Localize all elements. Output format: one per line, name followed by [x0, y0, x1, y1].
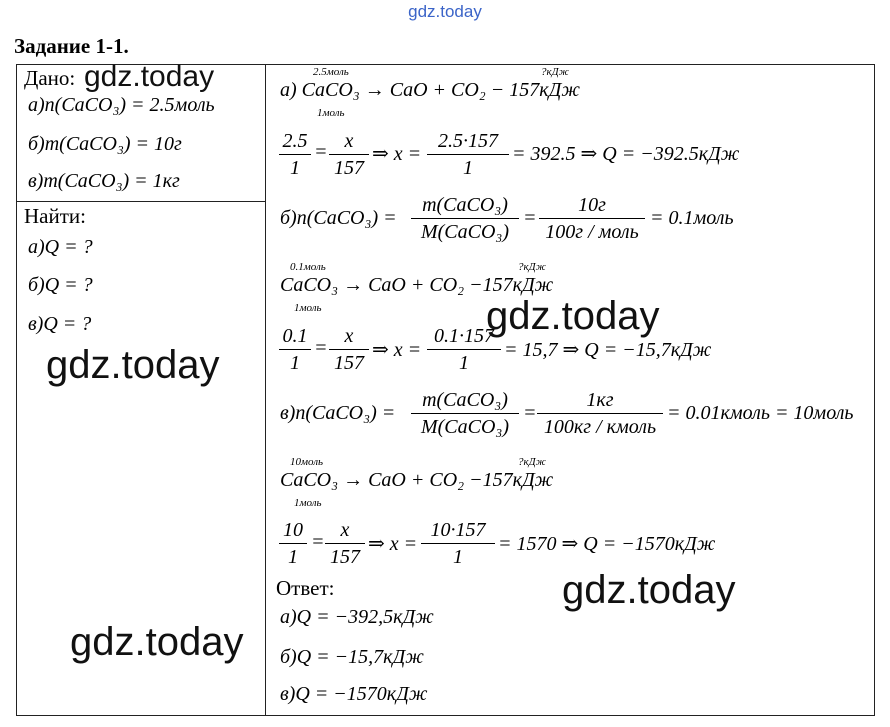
b-result-2: = 15,7 ⇒ Q = −15,7кДж	[504, 339, 712, 361]
b-f1-num: m(CaCO₃)	[422, 194, 508, 216]
c-fraction-2	[536, 387, 664, 440]
b-p1-den: 1	[290, 352, 300, 374]
answer-heading: Ответ:	[276, 576, 335, 600]
b-p3-num: 0.1·157	[434, 325, 494, 347]
a-below-left: 1моль	[317, 107, 345, 119]
c-p1-num: 10	[283, 519, 303, 541]
a-eq-1: =	[314, 141, 328, 163]
given-a: а)n(CaCO₃) = 2.5моль	[28, 94, 215, 116]
c-mid: ⇒ x =	[368, 533, 418, 555]
a-f2-den: 157	[334, 157, 364, 179]
a-fraction-3	[426, 128, 510, 181]
a-f3-den: 1	[463, 157, 473, 179]
a-f3-num: 2.5·157	[438, 130, 498, 152]
b-fraction-4	[328, 323, 370, 376]
c-above-left: 10моль	[290, 456, 324, 468]
find-c: в)Q = ?	[28, 313, 92, 335]
b-f1-den: M(CaCO₃)	[420, 221, 510, 243]
b-eq-1: =	[523, 207, 537, 229]
find-heading: Найти:	[24, 204, 86, 228]
c-f1-num: m(CaCO₃)	[422, 389, 508, 411]
a-above-right: ?кДж	[541, 66, 569, 78]
c-f1-den: M(CaCO₃)	[420, 416, 510, 438]
c-f2-den: 100кг / кмоль	[543, 416, 657, 438]
watermark-5: gdz.today	[70, 620, 244, 664]
c-p2-num: x	[340, 519, 350, 541]
c-result: = 0.01кмоль = 10моль	[667, 402, 854, 424]
b-prefix: б)n(CaCO₃) =	[280, 207, 397, 229]
b-above-right: ?кДж	[518, 261, 546, 273]
c-fraction-4	[324, 517, 366, 570]
given-b: б)m(CaCO₃) = 10г	[28, 133, 182, 155]
a-f1-num: 2.5	[282, 130, 308, 152]
given-find-divider	[16, 201, 266, 202]
find-a: а)Q = ?	[28, 236, 93, 258]
b-result: = 0.1моль	[650, 207, 734, 229]
a-f1-den: 1	[290, 157, 300, 179]
c-fraction-3	[278, 517, 308, 570]
b-fraction-2	[538, 192, 646, 245]
c-eq-2: =	[311, 531, 325, 553]
b-p2-num: x	[344, 325, 354, 347]
c-p3-num: 10·157	[430, 519, 486, 541]
a-result: = 392.5 ⇒ Q = −392.5кДж	[512, 143, 740, 165]
c-p1-den: 1	[288, 546, 298, 568]
given-heading: Дано:	[24, 66, 76, 90]
b-p3-den: 1	[459, 352, 469, 374]
c-above-right: ?кДж	[518, 456, 546, 468]
b-fraction-3	[278, 323, 312, 376]
c-fraction-1	[410, 387, 520, 440]
b-eq-2: =	[314, 337, 328, 359]
b-p1-num: 0.1	[282, 325, 308, 347]
watermark-1: gdz.today	[84, 60, 215, 93]
watermark-4: gdz.today	[562, 568, 736, 612]
answer-c: в)Q = −1570кДж	[280, 683, 428, 705]
a-above-left: 2.5моль	[313, 66, 349, 78]
c-f2-num: 1кг	[586, 389, 614, 411]
given-c: в)m(CaCO₃) = 1кг	[28, 170, 180, 192]
c-below-left: 1моль	[294, 497, 322, 509]
a-reaction: а) CaCO₃ → CaO + CO₂ − 157кДж	[280, 79, 580, 101]
answer-a: а)Q = −392,5кДж	[280, 606, 434, 628]
b-above-left: 0.1моль	[290, 261, 326, 273]
task-title: Задание 1-1.	[14, 34, 129, 58]
c-result-2: = 1570 ⇒ Q = −1570кДж	[498, 533, 716, 555]
a-f2-num: x	[344, 130, 354, 152]
a-mid: ⇒ x =	[372, 143, 422, 165]
column-divider	[265, 64, 266, 715]
answer-b: б)Q = −15,7кДж	[280, 646, 424, 668]
b-fraction-1	[410, 192, 520, 245]
c-p3-den: 1	[453, 546, 463, 568]
find-b: б)Q = ?	[28, 274, 93, 296]
watermark-2: gdz.today	[46, 343, 220, 387]
c-fraction-5	[420, 517, 496, 570]
b-p2-den: 157	[334, 352, 364, 374]
b-below-left: 1моль	[294, 302, 322, 314]
a-fraction-2	[328, 128, 370, 181]
b-reaction: CaCO₃ → CaO + CO₂ −157кДж	[280, 274, 554, 296]
a-fraction-1	[278, 128, 312, 181]
c-reaction: CaCO₃ → CaO + CO₂ −157кДж	[280, 469, 554, 491]
watermark-3: gdz.today	[486, 294, 660, 338]
c-eq-1: =	[523, 402, 537, 424]
b-f2-num: 10г	[578, 194, 606, 216]
b-mid: ⇒ x =	[372, 339, 422, 361]
top-watermark: gdz.today	[408, 2, 482, 21]
c-p2-den: 157	[330, 546, 360, 568]
b-f2-den: 100г / моль	[545, 221, 639, 243]
c-prefix: в)n(CaCO₃) =	[280, 402, 396, 424]
